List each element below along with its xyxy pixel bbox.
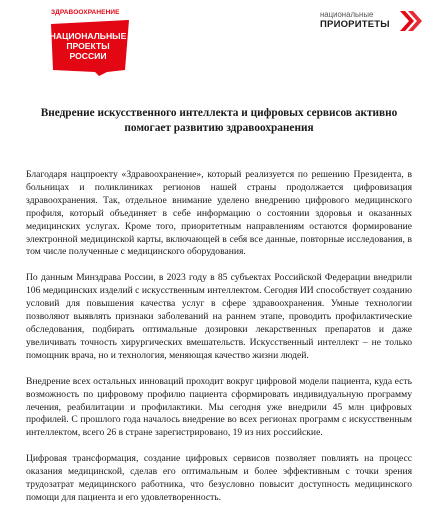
document-header [0,0,436,80]
national-projects-badge-text [49,31,127,61]
priorities-chevron-icon [396,9,422,33]
badge-line-1: НАЦИОНАЛЬНЫЕ [49,31,127,41]
badge-line-3: РОССИИ [69,51,107,61]
priorities-logo-line-1: национальные [320,10,374,19]
paragraph-2: По данным Минздрава России, в 2023 году в 85 субъектах Российской Федерации внедрили 106 медицинских изделий с искусственным интеллектом. Сегодня ИИ способствует созданию условий для повышения качества услуг в сфере здравоохранения. Умные технологии позволяют выявлять признаки заболеваний на раннем этапе, проводить профилактические обследования, подбирать оптимальные дозировки лекарственных препаратов и даже увеличивать точность хирургических вмешательств. Искусственный интеллект – не только помощник врача, но и технология, меняющая качество жизни людей. [26,272,412,361]
document-title: Внедрение искусственного интеллекта и цифровых сервисов активно помогает развитию здравоохранения [40,107,398,134]
paragraph-4: Цифровая трансформация, создание цифровых сервисов позволяет повлиять на процесс оказания медицинской, сделав его оптимальным и более эффективным с точки зрения трудозатрат медицинского работника, что безусловно повысит доступность медицинского помощи для пациента и его удовлетворенность. [26,453,412,503]
logo-top-label: ЗДРАВООХРАНЕНИЕ [51,9,120,16]
document-body [26,169,412,505]
paragraph-1: Благодаря нацпроекту «Здравоохранение», который реализуется по решению Президента, в больницах и поликлиниках регионов нашей страны продолжается цифровизация здравоохранения. Так, отдельное внимание уделено внедрению цифрового медицинского профиля, который объединяет в себе информацию о состоянии здоровья и оказанных медицинских услугах. Кроме того, приоритетным направлениям остаются формирование электронной медицинской карты, включающей в себя все данные, повторные исследования, в том числе полученные с медицинского оборудования. [26,169,412,258]
paragraph-3: Внедрение всех остальных инноваций проходит вокруг цифровой модели пациента, куда есть возможность по цифровому профилю пациента сформировать индивидуальную программу лечения, реабилитации и профилактики. Мы сегодня уже внедрили 45 млн цифровых профилей. С прошлого года началось внедрение во всех регионах программ с искусственным интеллектом, всего 26 в стране зарегистрировано, 19 из них российские. [26,375,412,439]
national-priorities-logo [320,10,420,32]
priorities-logo-line-2: ПРИОРИТЕТЫ [320,19,390,30]
badge-line-2: ПРОЕКТЫ [66,41,110,51]
zdravookhranenie-logo [49,9,133,75]
